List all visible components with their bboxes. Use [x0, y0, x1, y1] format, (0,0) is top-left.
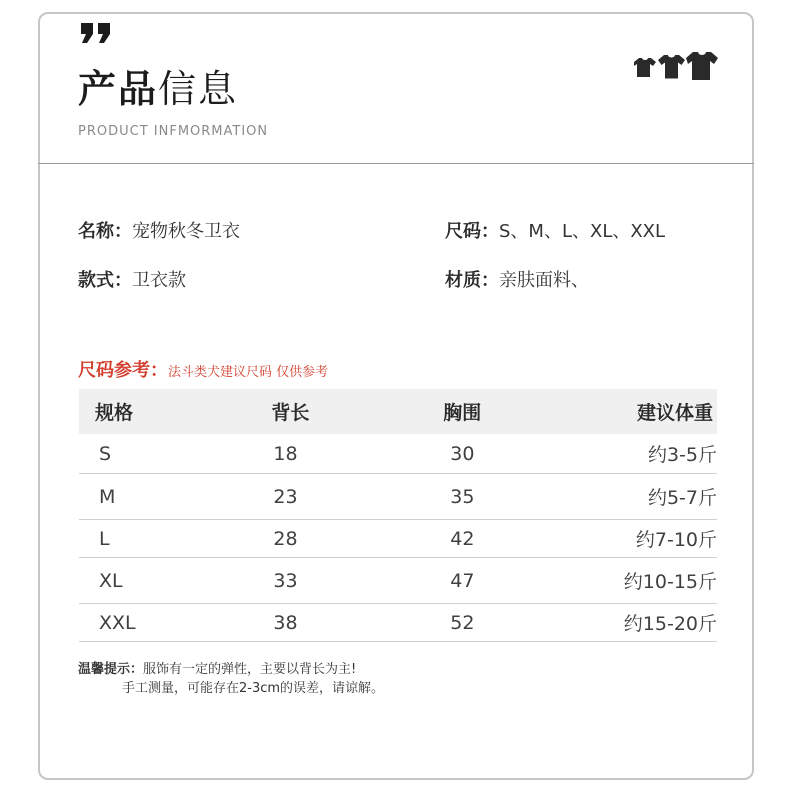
cell-chest: 47 [405, 558, 582, 604]
title-bold: 产品 [78, 67, 159, 111]
cell-back-length: 38 [233, 604, 405, 642]
cell-size: L [79, 520, 233, 558]
table-header-row [79, 389, 717, 434]
warm-tip [78, 660, 384, 698]
tip-label: 温馨提示： [78, 662, 144, 677]
header-divider [38, 163, 754, 164]
title-light: 信息 [158, 67, 239, 111]
quote-icon [80, 22, 112, 44]
cell-size: M [79, 474, 233, 520]
cell-back-length: 18 [233, 434, 405, 474]
page-subtitle: PRODUCT INFMORMATION [78, 124, 269, 139]
cell-size: S [79, 434, 233, 474]
col-header-size: 规格 [79, 389, 233, 434]
tip-line-1 [78, 660, 384, 679]
info-material-label: 材质： [445, 270, 499, 291]
cell-size: XL [79, 558, 233, 604]
cell-weight: 约10-15斤 [582, 558, 717, 604]
page-title [78, 67, 239, 111]
tip-text-2: 手工测量，可能存在2-3cm的误差，请谅解。 [122, 681, 385, 696]
table-row [79, 520, 717, 558]
info-name-value: 宠物秋冬卫衣 [132, 221, 240, 242]
cell-chest: 30 [405, 434, 582, 474]
col-header-weight: 建议体重 [582, 389, 717, 434]
info-material [445, 266, 589, 292]
size-reference-label: 尺码参考： [78, 360, 168, 381]
info-style-value: 卫衣款 [132, 270, 186, 291]
cell-back-length: 33 [233, 558, 405, 604]
cell-weight: 约3-5斤 [582, 434, 717, 474]
col-header-chest: 胸围 [405, 389, 582, 434]
info-size-label: 尺码： [445, 221, 499, 242]
info-style-label: 款式： [78, 270, 132, 291]
cell-size: XXL [79, 604, 233, 642]
size-reference [78, 356, 328, 382]
cell-chest: 52 [405, 604, 582, 642]
cell-weight: 约5-7斤 [582, 474, 717, 520]
table-row [79, 434, 717, 474]
info-style [78, 266, 186, 292]
cell-chest: 42 [405, 520, 582, 558]
cell-back-length: 23 [233, 474, 405, 520]
table-row [79, 604, 717, 642]
info-size [445, 217, 665, 243]
table-row [79, 558, 717, 604]
cell-weight: 约15-20斤 [582, 604, 717, 642]
tshirt-icon [630, 50, 720, 82]
info-material-value: 亲肤面料、 [499, 270, 589, 291]
size-reference-note: 法斗类犬建议尺码 仅供参考 [168, 365, 329, 380]
cell-weight: 约7-10斤 [582, 520, 717, 558]
table-row [79, 474, 717, 520]
cell-back-length: 28 [233, 520, 405, 558]
col-header-back-length: 背长 [233, 389, 405, 434]
cell-chest: 35 [405, 474, 582, 520]
info-name [78, 217, 240, 243]
tip-text-1: 服饰有一定的弹性，主要以背长为主! [143, 662, 357, 677]
size-table [79, 389, 717, 642]
info-size-value: S、M、L、XL、XXL [499, 221, 666, 242]
info-name-label: 名称： [78, 221, 132, 242]
